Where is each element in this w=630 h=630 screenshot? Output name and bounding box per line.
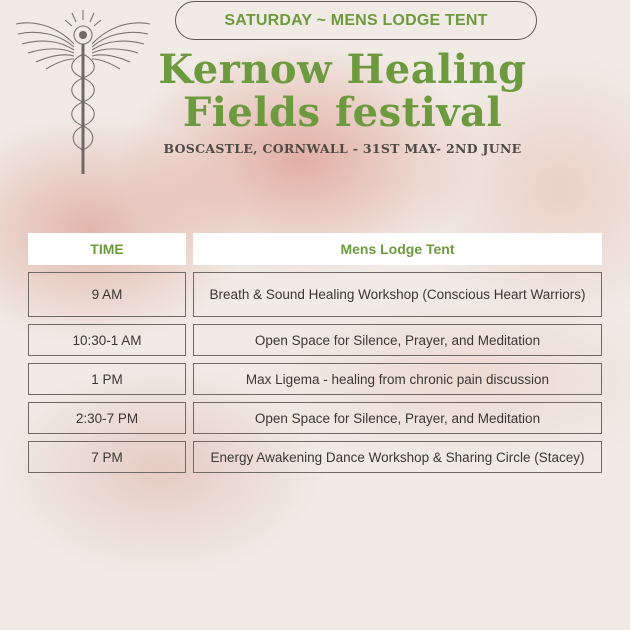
header-time: TIME (28, 233, 186, 265)
row-5-activity: Energy Awakening Dance Workshop & Sharing Circle (Stacey) (193, 441, 602, 473)
row-1-activity: Breath & Sound Healing Workshop (Conscious Heart Warriors) (193, 272, 602, 317)
location-dates: BOSCASTLE, CORNWALL - 31ST MAY- 2ND JUNE (163, 141, 522, 156)
row-2-activity: Open Space for Silence, Prayer, and Meditation (193, 324, 602, 356)
row-1-time: 9 AM (28, 272, 186, 317)
title-line-1: Kernow Healing (158, 46, 527, 93)
day-venue-pill: SATURDAY ~ MENS LODGE TENT (175, 1, 537, 40)
row-3-activity: Max Ligema - healing from chronic pain discussion (193, 363, 602, 395)
row-3-time: 1 PM (28, 363, 186, 395)
caduceus-icon (12, 6, 154, 176)
title-line-2: Fields festival (182, 89, 503, 136)
row-5-time: 7 PM (28, 441, 186, 473)
row-4-activity: Open Space for Silence, Prayer, and Meditation (193, 402, 602, 434)
row-2-time: 10:30-1 AM (28, 324, 186, 356)
row-4-time: 2:30-7 PM (28, 402, 186, 434)
header-activity: Mens Lodge Tent (193, 233, 602, 265)
festival-title (150, 48, 535, 134)
